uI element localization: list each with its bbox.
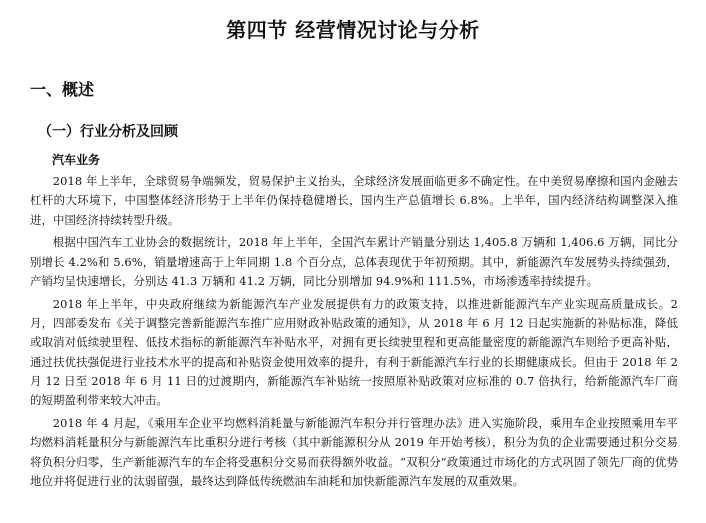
body-text [30,172,678,495]
section-title: 第四节 经营情况讨论与分析 [226,18,480,42]
paragraph-dual-credit-policy: 2018 年 4 月起，《乘用车企业平均燃料消耗量与新能源汽车积分并行管理办法》进入实施阶段，乘用车企业按照乘用车平均燃料消耗量积分与新能源汽车比重积分进行考核（其中新能源积分从 2019 年开始考核），积分为负的企业需要通过积分交易将负积分归零，生产新能源汽车的车企将受惠积分交易而获得额外收益。“双积分”政策通过市场化的方式巩固了领先厂商的优势地位并将促进行业的汰弱留强，最终达到降低传统燃油车油耗和加快新能源汽车发展的双重效果。 [30,416,678,488]
paragraph-subsidy-policy: 2018 年上半年，中央政府继续为新能源汽车产业发展提供有力的政策支持，以推进新能源汽车产业实现高质量成长。2 月，四部委发布《关于调整完善新能源汽车推广应用财政补贴政策的通知》，从 2018 年 6 月 12 日起实施新的补贴标准，降低或取消对低续驶里程、低技术指标的新能源汽车补贴水平，对拥有更长续驶里程和更高能量密度的新能源汽车则给予更高补贴，通过扶优扶强促进行业技术水平的提高和补贴资金使用效率的提升，有利于新能源汽车行业的长期健康成长。但由于 2018 年 2 月 12 日至 2018 年 6 月 11 日的过渡期内，新能源汽车补贴统一按照原补贴政策对应标准的 0.7 倍执行，给新能源汽车厂商的短期盈利带来较大冲击。 [30,296,678,408]
heading-auto-business: 汽车业务 [52,153,101,167]
paragraph-auto-sales: 根据中国汽车工业协会的数据统计，2018 年上半年，全国汽车累计产销量分别达 1,405.8 万辆和 1,406.6 万辆，同比分别增长 4.2%和 5.6%，销量增速高于上年同期 1.8 个百分点，总体表现优于年初预期。其中，新能源汽车发展势头持续强劲，产销均呈快速增长，分别达 41.3 万辆和 41.2 万辆，同比分别增加 94.9%和 111.5%，市场渗透率持续提升。 [30,235,678,288]
paragraph-economy: 2018 年上半年，全球贸易争端频发，贸易保护主义抬头，全球经济发展面临更多不确定性。在中美贸易摩擦和国内金融去杠杆的大环境下，中国整体经济形势于上半年仍保持稳健增长，国内生产总值增长 6.8%。上半年，国内经济结构调整深入推进，中国经济持续转型升级。 [30,174,678,227]
heading-industry-analysis: （一）行业分析及回顾 [38,124,178,140]
heading-overview: 一、概述 [30,80,95,99]
